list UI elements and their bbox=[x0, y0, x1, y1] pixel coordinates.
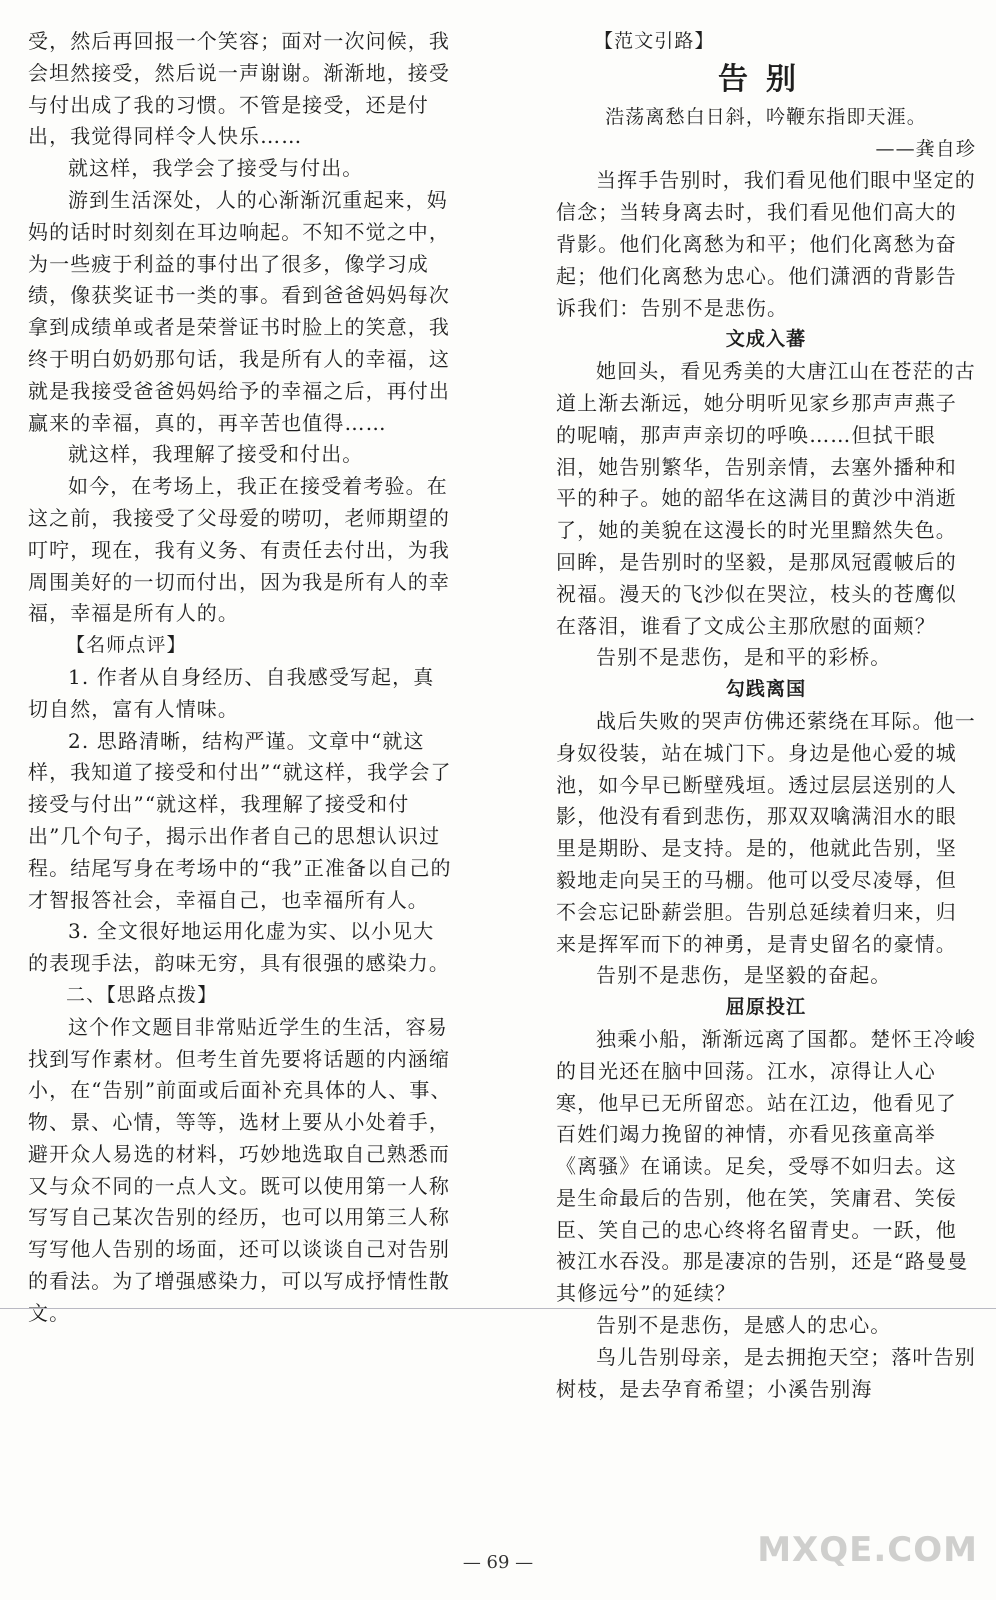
epigraph-source: ——龚自珍 bbox=[875, 137, 976, 160]
page-number: — 69 — bbox=[462, 1552, 534, 1573]
divider-line bbox=[0, 1308, 996, 1309]
subsection-title: 屈原投江 bbox=[725, 996, 807, 1019]
essay-paragraph: 如今，在考场上，我正在接受着考验。在这之前，我接受了父母爱的唠叨，老师期望的叮咛，现在，我有义务、有责任去付出，为我周围美好的一切而付出，因为我是所有人的幸福，幸福是所有人的。 bbox=[28, 474, 450, 626]
left-column bbox=[28, 26, 453, 1330]
comment-item: 3. 全文很好地运用化虚为实、以小见大的表现手法，韵味无穷，具有很强的感染力。 bbox=[28, 919, 450, 976]
epigraph: 浩荡离愁白日斜，吟鞭东指即天涯。 bbox=[605, 105, 927, 128]
subsection-title: 勾践离国 bbox=[725, 678, 807, 701]
model-essay-heading: 【范文引路】 bbox=[594, 30, 715, 52]
essay-paragraph: 战后失败的哭声仿佛还萦绕在耳际。他一身奴役装，站在城门下。身边是他心爱的城池，如今早已断壁残垣。透过层层送别的人影，他没有看到悲伤，那双双噙满泪水的眼里是期盼、是支持。是的，他就此告别，坚毅地走向吴王的马棚。他可以受尽凌辱，但不会忘记卧薪尝胆。告别总延续着归来，归来是挥军而下的神勇，是青史留名的豪情。 bbox=[556, 708, 976, 956]
comment-heading: 【名师点评】 bbox=[66, 634, 187, 657]
essay-paragraph: 受，然后再回报一个笑容；面对一次问候，我会坦然接受，然后说一声谢谢。渐渐地，接受与付出成了我的习惯。不管是接受，还是付出，我觉得同样令人快乐…… bbox=[28, 29, 450, 149]
tips-paragraph: 这个作文题目非常贴近学生的生活，容易找到写作素材。但考生首先要将话题的内涵缩小，在“告别”前面或后面补充具体的人、事、物、景、心情，等等，选材上要从小处着手，避开众人易选的材料，巧妙地选取自己熟悉而又与众不同的一点人文。既可以使用第一人称写写自己某次告别的经历，也可以用第三人称写写他人告别的场面，还可以谈谈自己对告别的看法。为了增强感染力，可以写成抒情性散文。 bbox=[28, 1014, 452, 1325]
comment-item: 1. 作者从自身经历、自我感受写起，真切自然，富有人情味。 bbox=[28, 664, 435, 721]
essay-title: 告别 bbox=[718, 61, 814, 97]
essay-paragraph: 独乘小船，渐渐远离了国都。楚怀王冷峻的目光还在脑中回荡。江水，凉得让人心寒，他早已无所留恋。站在江边，他看见了百姓们竭力挽留的神情，亦看见孩童高举《离骚》在诵读。足矣，受辱不如归去。这是生命最后的告别，他在笑，笑庸君、笑佞臣、笑自己的忠心终将名留青史。一跃，他被江水吞没。那是凄凉的告别，还是“路曼曼其修远兮”的延续？ bbox=[556, 1026, 976, 1306]
essay-paragraph: 她回头，看见秀美的大唐江山在苍茫的古道上渐去渐远，她分明听见家乡那声声燕子的呢喃，那声声亲切的呼唤……但拭干眼泪，她告别繁华，告别亲情，去塞外播种和平的种子。她的韶华在这满目的黄沙中消逝了，她的美貌在这漫长的时光里黯然失色。回眸，是告别时的坚毅，是那凤冠霞帔后的祝福。漫天的飞沙似在哭泣，枝头的苍鹰似在落泪，谁看了文成公主那欣慰的面颊？ bbox=[556, 359, 976, 638]
essay-paragraph: 游到生活深处，人的心渐渐沉重起来，妈妈的话时时刻刻在耳边响起。不知不觉之中，为一些疲于利益的事付出了很多，像学习成绩，像获奖证书一类的事。看到爸爸妈妈每次拿到成绩单或者是荣誉证书时脸上的笑意，我终于明白奶奶那句话，我是所有人的幸福，这就是我接受爸爸妈妈给予的幸福之后，再付出赢来的幸福，真的，再辛苦也值得…… bbox=[28, 187, 450, 435]
comment-item: 2. 思路清晰，结构严谨。文章中“就这样，我知道了接受和付出”“就这样，我学会了接受与付出”“就这样，我理解了接受和付出”几个句子，揭示出作者自己的思想认识过程。结尾写身在考场中的“我”正准备以自己的才智报答社会，幸福自己，也幸福所有人。 bbox=[28, 728, 452, 912]
essay-paragraph: 告别不是悲伤，是和平的彩桥。 bbox=[596, 645, 892, 670]
essay-paragraph: 就这样，我学会了接受与付出。 bbox=[68, 156, 364, 181]
essay-intro: 当挥手告别时，我们看见他们眼中坚定的信念；当转身离去时，我们看见他们高大的背影。他们化离愁为和平；他们化离愁为奋起；他们化离愁为忠心。他们潇洒的背影告诉我们：告别不是悲伤。 bbox=[556, 168, 976, 320]
subsection-title: 文成入蕃 bbox=[725, 328, 807, 351]
essay-paragraph: 就这样，我理解了接受和付出。 bbox=[68, 442, 364, 467]
tips-heading: 二、【思路点拨】 bbox=[66, 983, 218, 1006]
essay-paragraph: 鸟儿告别母亲，是去拥抱天空；落叶告别树枝，是去孕育希望；小溪告别海 bbox=[556, 1344, 976, 1401]
essay-paragraph: 告别不是悲伤，是坚毅的奋起。 bbox=[596, 963, 892, 988]
essay-paragraph: 告别不是悲伤，是感人的忠心。 bbox=[596, 1313, 892, 1338]
watermark: MXQE.COM bbox=[757, 1530, 978, 1570]
right-column bbox=[556, 26, 976, 1405]
